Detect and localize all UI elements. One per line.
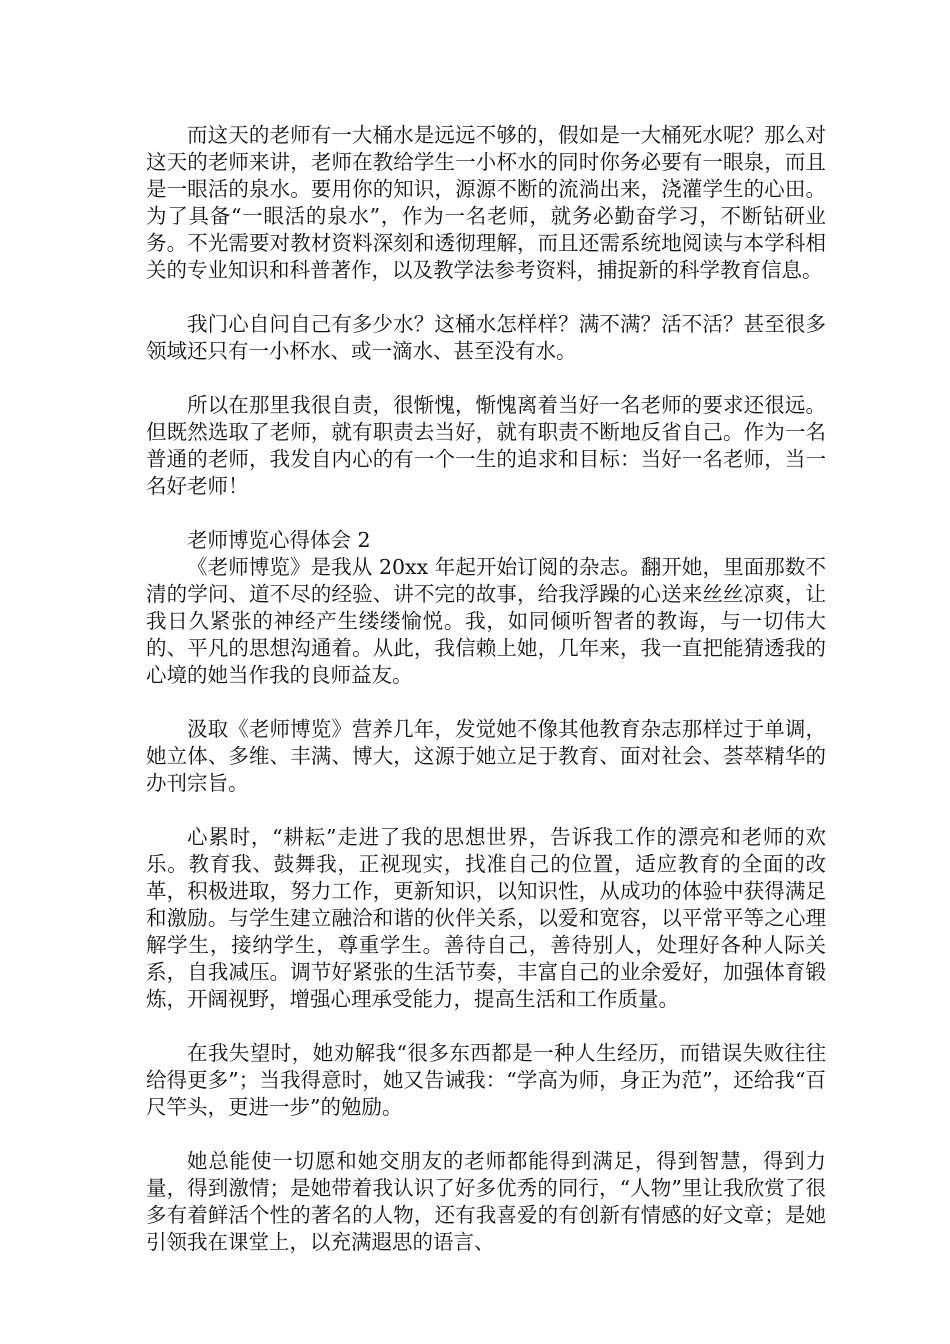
body-paragraph: 我门心自问自己有多少水？这桶水怎样样？满不满？活不活？甚至很多领域还只有一小杯水、或一滴水、甚至没有水。: [146, 312, 826, 363]
section-heading: 老师博览心得体会 2: [187, 528, 371, 552]
document-page: [146, 122, 826, 1256]
body-paragraph: 而这天的老师有一大桶水是远远不够的，假如是一大桶死水呢？那么对这天的老师来讲，老师在教给学生一小杯水的同时你务必要有一眼泉，而且是一眼活的泉水。要用你的知识，源源不断的流淌出来，浇灌学生的心田。为了具备“一眼活的泉水”，作为一名老师，就务必勤奋学习，不断钻研业务。不光需要对教材资料深刻和透彻理解，而且还需系统地阅读与本学科相关的专业知识和科普著作，以及教学法参考资料，捕捉新的科学教育信息。: [146, 123, 826, 282]
body-paragraph: 在我失望时，她劝解我“很多东西都是一种人生经历，而错误失败往往给得更多”；当我得意时，她又告诫我：“学高为师，身正为范”，还给我“百尺竿头，更进一步”的勉励。: [146, 1041, 826, 1119]
body-paragraph: 她总能使一切愿和她交朋友的老师都能得到满足，得到智慧，得到力量，得到激情；是她带着我认识了好多优秀的同行，“人物”里让我欣赏了很多有着鲜活个性的著名的人物，还有我喜爱的有创新有情感的好文章；是她引领我在课堂上，以充满遐思的语言、: [146, 1149, 826, 1254]
body-paragraph: 心累时，“耕耘”走进了我的思想世界，告诉我工作的漂亮和老师的欢乐。教育我、鼓舞我，正视现实，找准自己的位置，适应教育的全面的改革，积极进取，努力工作，更新知识，以知识性，从成功的体验中获得满足和激励。与学生建立融洽和谐的伙伴关系，以爱和宽容，以平常平等之心理解学生，接纳学生，尊重学生。善待自己，善待别人，处理好各种人际关系，自我减压。调节好紧张的生活节奏，丰富自己的业余爱好，加强体育锻炼，开阔视野，增强心理承受能力，提高生活和工作质量。: [146, 825, 826, 1011]
body-paragraph: 《老师博览》是我从 20xx 年起开始订阅的杂志。翻开她，里面那数不清的学问、道不尽的经验、讲不完的故事，给我浮躁的心送来丝丝凉爽，让我日久紧张的神经产生缕缕愉悦。我，如同倾听智者的教诲，与一切伟大的、平凡的思想沟通着。从此，我信赖上她，几年来，我一直把能猜透我的心境的她当作我的良师益友。: [146, 555, 826, 687]
body-paragraph: 所以在那里我很自责，很惭愧，惭愧离着当好一名老师的要求还很远。但既然选取了老师，就有职责去当好，就有职责不断地反省自己。作为一名普通的老师，我发自内心的有一个一生的追求和目标：当好一名老师，当一名好老师！: [146, 393, 826, 498]
body-paragraph: 汲取《老师博览》营养几年，发觉她不像其他教育杂志那样过于单调，她立体、多维、丰满、博大，这源于她立足于教育、面对社会、荟萃精华的办刊宗旨。: [146, 717, 826, 795]
